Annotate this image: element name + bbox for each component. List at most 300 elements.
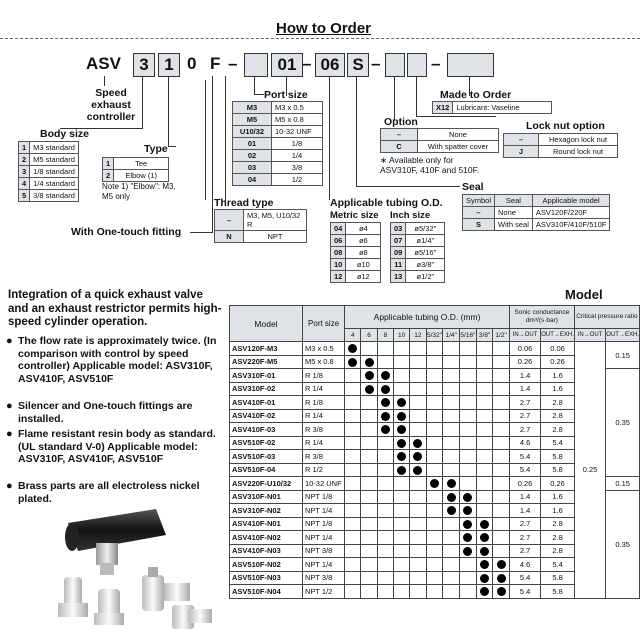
sonic-in-out: 2.7 (509, 423, 540, 437)
port-size-cell: NPT 1/8 (302, 490, 344, 504)
model-number: ASV510F-N03 (230, 571, 303, 585)
tubing-cell (377, 517, 393, 531)
sonic-out-exh: 2.8 (541, 396, 575, 410)
model-number: ASV510F-04 (230, 463, 303, 477)
sonic-in-out: 1.4 (509, 369, 540, 383)
model-number: ASV410F-N01 (230, 517, 303, 531)
port-size-cell: R 1/4 (302, 382, 344, 396)
tubing-cell (410, 382, 426, 396)
tubing-cell (345, 558, 361, 572)
tubing-cell (476, 436, 493, 450)
tubing-cell (394, 463, 410, 477)
tubing-cell (459, 517, 476, 531)
model-number: ASV310F-N02 (230, 504, 303, 518)
tubing-cell (443, 369, 460, 383)
tubing-cell (410, 477, 426, 491)
tubing-cell (459, 490, 476, 504)
tubing-cell (443, 490, 460, 504)
available-dot-icon (381, 412, 390, 421)
available-dot-icon (447, 506, 456, 515)
sonic-in-out: 2.7 (509, 396, 540, 410)
tubing-cell (377, 490, 393, 504)
tubing-cell (410, 355, 426, 369)
tubing-size-header: 10 (394, 329, 410, 342)
tubing-cell (476, 517, 493, 531)
tubing-cell (361, 369, 377, 383)
model-title: Model (565, 287, 603, 302)
intro-text: Integration of a quick exhaust valve and an exhaust restrictor permits high-speed cylinder operation. (8, 289, 222, 328)
available-dot-icon (397, 452, 406, 461)
tubing-cell (426, 382, 443, 396)
tubing-cell (426, 504, 443, 518)
tubing-cell (493, 463, 510, 477)
tubing-cell (377, 531, 393, 545)
available-dot-icon (463, 506, 472, 515)
tubing-cell (493, 571, 510, 585)
tubing-cell (426, 558, 443, 572)
tubing-cell (394, 477, 410, 491)
tubing-cell (493, 531, 510, 545)
tubing-cell (394, 342, 410, 356)
tubing-cell (345, 369, 361, 383)
type-table: 1 Tee 2 Elbow (1) (102, 157, 169, 182)
model-number: ASV310F-N01 (230, 490, 303, 504)
tubing-cell (459, 396, 476, 410)
tubing-cell (426, 409, 443, 423)
port-size-cell: R 1/2 (302, 463, 344, 477)
tubing-cell (361, 342, 377, 356)
sonic-out-exh: 5.4 (541, 436, 575, 450)
bullet-icon: ● (6, 400, 13, 412)
tubing-cell (459, 355, 476, 369)
tubing-cell (345, 531, 361, 545)
tubing-size-header: 1/4" (443, 329, 460, 342)
sonic-out-exh: 2.8 (541, 544, 575, 558)
port-size-cell: R 1/4 (302, 436, 344, 450)
tubing-cell (493, 585, 510, 599)
tubing-cell (443, 450, 460, 464)
port-size-cell: NPT 1/4 (302, 504, 344, 518)
tubing-label: Applicable tubing O.D. (330, 197, 443, 209)
table-row (230, 342, 640, 356)
tubing-cell (476, 585, 493, 599)
tubing-cell (443, 504, 460, 518)
feature-bullet: Brass parts are all electroless nickel plated. (18, 480, 200, 505)
flow-direction-header: OUT→EXH. (541, 329, 575, 342)
tubing-size-header: 5/16" (459, 329, 476, 342)
sonic-in-out: 0.26 (509, 355, 540, 369)
tubing-cell (345, 571, 361, 585)
critical-ratio-out: 0.15 (606, 477, 640, 491)
port-size-cell: 10-32 UNF (302, 477, 344, 491)
tubing-cell (377, 369, 393, 383)
code-locknut-slot (407, 53, 427, 77)
tubing-cell (410, 585, 426, 599)
tubing-cell (426, 342, 443, 356)
tubing-cell (459, 477, 476, 491)
tubing-cell (459, 571, 476, 585)
available-dot-icon (463, 520, 472, 529)
model-number: ASV410F-03 (230, 423, 303, 437)
tubing-cell (361, 355, 377, 369)
tubing-cell (476, 409, 493, 423)
tubing-cell (345, 382, 361, 396)
tubing-cell (493, 396, 510, 410)
tubing-cell (410, 558, 426, 572)
feature-bullet: Flame resistant resin body as standard. (UL standard V-0) Applicable model: ASV310F, ASV410F, ASV510F (18, 428, 216, 465)
tubing-cell (493, 450, 510, 464)
available-dot-icon (365, 371, 374, 380)
type-label: Type (144, 143, 168, 155)
tubing-cell (443, 396, 460, 410)
tubing-cell (394, 531, 410, 545)
locknut-table: – Hexagon lock nut J Round lock nut (503, 133, 618, 158)
sonic-out-exh: 2.8 (541, 409, 575, 423)
tubing-cell (459, 585, 476, 599)
sonic-in-out: 1.4 (509, 504, 540, 518)
tubing-cell (410, 517, 426, 531)
model-number: ASV120F-M3 (230, 342, 303, 356)
tubing-cell (476, 544, 493, 558)
tubing-cell (459, 423, 476, 437)
available-dot-icon (348, 358, 357, 367)
feature-bullet: Silencer and One-touch fittings are installed. (18, 400, 193, 425)
code-f: F (210, 54, 221, 73)
tubing-cell (459, 504, 476, 518)
code-thread-slot (244, 53, 268, 77)
sonic-in-out: 1.4 (509, 382, 540, 396)
tubing-cell (410, 450, 426, 464)
tubing-cell (345, 342, 361, 356)
tubing-cell (426, 450, 443, 464)
tubing-cell (459, 342, 476, 356)
model-number: ASV410F-02 (230, 409, 303, 423)
tubing-cell (443, 355, 460, 369)
sonic-out-exh: 5.8 (541, 450, 575, 464)
code-tubing: 06 (315, 53, 345, 77)
option-label: Option (384, 116, 418, 128)
tubing-cell (493, 504, 510, 518)
tubing-cell (377, 504, 393, 518)
tubing-cell (426, 477, 443, 491)
tubing-cell (493, 558, 510, 572)
port-size-cell: NPT 1/2 (302, 585, 344, 599)
mto-table: X12 Lubricant: Vaseline (432, 101, 552, 114)
tubing-cell (394, 504, 410, 518)
tubing-cell (377, 450, 393, 464)
tubing-cell (476, 571, 493, 585)
sonic-in-out: 4.6 (509, 436, 540, 450)
tubing-cell (426, 355, 443, 369)
tubing-cell (410, 409, 426, 423)
available-dot-icon (480, 574, 489, 583)
sonic-in-out: 5.4 (509, 585, 540, 599)
model-number: ASV220F-M5 (230, 355, 303, 369)
sonic-in-out: 2.7 (509, 517, 540, 531)
bullet-icon: ● (6, 428, 13, 440)
option-note: ∗ Available only for ASV310F, 410F and 510F. (380, 155, 480, 175)
tubing-cell (410, 369, 426, 383)
code-option-slot (385, 53, 405, 77)
tubing-cell (410, 463, 426, 477)
sonic-out-exh: 5.8 (541, 571, 575, 585)
available-dot-icon (397, 439, 406, 448)
tubing-cell (426, 463, 443, 477)
tubing-cell (345, 423, 361, 437)
flow-direction-header: IN→OUT (509, 329, 540, 342)
tubing-cell (377, 382, 393, 396)
tubing-cell (476, 382, 493, 396)
tubing-cell (377, 585, 393, 599)
tubing-cell (345, 396, 361, 410)
available-dot-icon (381, 398, 390, 407)
model-number: ASV410F-N02 (230, 531, 303, 545)
code-type: 1 (158, 53, 180, 77)
tubing-cell (426, 585, 443, 599)
port-size-cell: NPT 3/8 (302, 544, 344, 558)
sonic-in-out: 2.7 (509, 409, 540, 423)
tubing-cell (345, 436, 361, 450)
tubing-cell (443, 585, 460, 599)
port-size-cell: R 3/8 (302, 450, 344, 464)
tubing-cell (476, 450, 493, 464)
sonic-in-out: 0.26 (509, 477, 540, 491)
sonic-out-exh: 0.26 (541, 477, 575, 491)
inch-table: 03 ø5/32" 07 ø1/4" 09 ø5/16" 11 ø3/8" 13 ø1/2" (390, 222, 445, 283)
tubing-cell (410, 490, 426, 504)
code-prefix: ASV (86, 54, 121, 73)
tubing-size-header: 12 (410, 329, 426, 342)
available-dot-icon (463, 547, 472, 556)
sonic-in-out: 2.7 (509, 531, 540, 545)
available-dot-icon (480, 520, 489, 529)
critical-ratio-out: 0.15 (606, 342, 640, 369)
tubing-cell (377, 544, 393, 558)
tubing-cell (410, 396, 426, 410)
tubing-cell (443, 517, 460, 531)
tubing-cell (377, 477, 393, 491)
sonic-out-exh: 0.06 (541, 342, 575, 356)
speed-exhaust-label: Speed exhaust controller (86, 87, 136, 123)
tubing-cell (476, 342, 493, 356)
tubing-cell (377, 409, 393, 423)
tubing-cell (394, 558, 410, 572)
available-dot-icon (480, 547, 489, 556)
tubing-cell (377, 342, 393, 356)
code-mto-slot (447, 53, 494, 77)
product-photo (38, 505, 228, 635)
inch-label: Inch size (390, 210, 431, 221)
port-size-label: Port size (264, 89, 308, 101)
tubing-cell (394, 490, 410, 504)
tubing-size-header: 4 (345, 329, 361, 342)
port-size-cell: NPT 1/4 (302, 558, 344, 572)
available-dot-icon (397, 466, 406, 475)
tubing-cell (443, 531, 460, 545)
tubing-cell (394, 544, 410, 558)
tubing-cell (476, 423, 493, 437)
tubing-cell (361, 409, 377, 423)
sonic-out-exh: 1.6 (541, 382, 575, 396)
header-rule (0, 38, 640, 39)
tubing-cell (361, 382, 377, 396)
tubing-cell (361, 436, 377, 450)
tubing-cell (394, 571, 410, 585)
sonic-out-exh: 1.6 (541, 490, 575, 504)
tubing-size-header: 5/32" (426, 329, 443, 342)
available-dot-icon (463, 533, 472, 542)
sonic-in-out: 0.06 (509, 342, 540, 356)
tubing-cell (361, 544, 377, 558)
sonic-in-out: 4.6 (509, 558, 540, 572)
tubing-cell (361, 571, 377, 585)
tubing-cell (361, 490, 377, 504)
bullet-icon: ● (6, 335, 13, 347)
tubing-cell (394, 382, 410, 396)
critical-ratio-out: 0.35 (606, 490, 640, 598)
flow-direction-header: OUT→EXH. (606, 329, 640, 342)
tubing-cell (493, 382, 510, 396)
model-number: ASV510F-03 (230, 450, 303, 464)
tubing-cell (493, 436, 510, 450)
tubing-cell (476, 463, 493, 477)
tubing-cell (361, 450, 377, 464)
tubing-size-header: 1/2" (493, 329, 510, 342)
model-number: ASV310F-01 (230, 369, 303, 383)
available-dot-icon (447, 479, 456, 488)
tubing-cell (361, 531, 377, 545)
tubing-cell (345, 490, 361, 504)
tubing-cell (476, 477, 493, 491)
model-number: ASV410F-01 (230, 396, 303, 410)
sonic-out-exh: 5.8 (541, 585, 575, 599)
sonic-out-exh: 1.6 (541, 369, 575, 383)
available-dot-icon (480, 587, 489, 596)
tubing-cell (361, 504, 377, 518)
tubing-cell (443, 544, 460, 558)
tubing-cell (476, 490, 493, 504)
tubing-cell (394, 423, 410, 437)
tubing-size-header: 3/8" (476, 329, 493, 342)
available-dot-icon (463, 493, 472, 502)
tubing-cell (476, 504, 493, 518)
tubing-cell (361, 396, 377, 410)
model-number: ASV310F-02 (230, 382, 303, 396)
tubing-cell (394, 585, 410, 599)
available-dot-icon (430, 479, 439, 488)
port-size-cell: R 1/8 (302, 396, 344, 410)
sonic-out-exh: 2.8 (541, 423, 575, 437)
tubing-cell (443, 423, 460, 437)
tubing-cell (394, 355, 410, 369)
tubing-cell (493, 490, 510, 504)
port-size-cell: NPT 1/8 (302, 517, 344, 531)
tubing-cell (493, 409, 510, 423)
tubing-cell (377, 558, 393, 572)
tubing-cell (459, 558, 476, 572)
tubing-cell (459, 409, 476, 423)
metric-label: Metric size (330, 210, 379, 221)
tubing-cell (443, 409, 460, 423)
tubing-cell (410, 531, 426, 545)
tubing-cell (426, 517, 443, 531)
tubing-cell (361, 423, 377, 437)
tubing-cell (443, 342, 460, 356)
tubing-cell (361, 463, 377, 477)
available-dot-icon (397, 425, 406, 434)
sonic-out-exh: 1.6 (541, 504, 575, 518)
option-table: – None C With spatter cover (380, 128, 499, 153)
sonic-in-out: 2.7 (509, 544, 540, 558)
seal-table: Symbol Seal Applicable model – None ASV120F/220F S With seal ASV310F/410F/510F (462, 194, 610, 231)
locknut-label: Lock nut option (526, 120, 605, 132)
tubing-cell (410, 436, 426, 450)
critical-ratio-out: 0.35 (606, 369, 640, 477)
available-dot-icon (480, 533, 489, 542)
model-number: ASV220F-U10/32 (230, 477, 303, 491)
tubing-cell (345, 409, 361, 423)
available-dot-icon (348, 344, 357, 353)
port-size-cell: NPT 1/4 (302, 531, 344, 545)
tubing-cell (361, 477, 377, 491)
tubing-cell (345, 463, 361, 477)
tubing-cell (426, 490, 443, 504)
tubing-cell (426, 436, 443, 450)
tubing-cell (394, 517, 410, 531)
tubing-cell (426, 423, 443, 437)
tubing-cell (493, 477, 510, 491)
available-dot-icon (447, 493, 456, 502)
tubing-cell (443, 382, 460, 396)
tubing-cell (426, 396, 443, 410)
tubing-cell (345, 355, 361, 369)
available-dot-icon (381, 385, 390, 394)
tubing-cell (426, 531, 443, 545)
tubing-cell (493, 369, 510, 383)
tubing-cell (459, 369, 476, 383)
tubing-cell (476, 531, 493, 545)
available-dot-icon (365, 358, 374, 367)
metric-table: 04 ø4 06 ø6 08 ø8 10 ø10 12 ø12 (330, 222, 381, 283)
port-size-cell: R 3/8 (302, 423, 344, 437)
model-number: ASV510F-N04 (230, 585, 303, 599)
code-zero: 0 (187, 54, 197, 73)
port-size-cell: NPT 3/8 (302, 571, 344, 585)
tubing-cell (377, 423, 393, 437)
tubing-cell (394, 409, 410, 423)
code-dash: – (302, 54, 312, 73)
bullet-icon: ● (6, 480, 13, 492)
tubing-cell (493, 517, 510, 531)
tubing-cell (394, 396, 410, 410)
tubing-cell (377, 355, 393, 369)
tubing-cell (459, 531, 476, 545)
mto-label: Made to Order (440, 89, 512, 101)
tubing-cell (394, 369, 410, 383)
tubing-cell (459, 544, 476, 558)
body-size-table: 1 M3 standard 2 M5 standard 3 1/8 standard 4 1/4 standard 5 3/8 standard (18, 141, 79, 202)
tubing-cell (426, 544, 443, 558)
available-dot-icon (381, 371, 390, 380)
tubing-cell (443, 558, 460, 572)
sonic-in-out: 1.4 (509, 490, 540, 504)
model-number: ASV510F-N02 (230, 558, 303, 572)
model-table: Model Port size Applicable tubing O.D. (mm) Sonic conductance dm³/(s·bar) Critical pressure ratio 4 6 8 10 12 5/32" 1/4" 5/16" 3/8" 1/2" IN→OUT OUT→EXH. IN→OUT OUT→EXH. ASV120F-M3 M3 x 0.5 0.06 0.06 0.25 0.15 ASV220F-M5 M5 x 0.8 0.26 0.26 ASV310F-01 R 1/8 1.4 1.6 0.35 ASV310F-02 R 1/4 1.4 1.6 ASV410F-01 R 1/8 2.7 2.8 ASV410F-02 R 1/4 2.7 2.8 ASV410F-03 R 3/8 2.7 2.8 ASV510F-02 R 1/4 4.6 5.4 ASV510F-03 R 3/8 5.4 5.8 ASV510F-04 R 1/2 5.4 5.8 ASV220F-U10/32 10-32 UNF 0.26 0.26 0.15 ASV310F-N01 NPT 1/8 1.4 1.6 0.35 ASV310F-N02 NPT 1/4 1.4 1.6 ASV410F-N01 NPT 1/8 2.7 2.8 ASV410F-N02 NPT 1/4 2.7 2.8 ASV410F-N03 NPT 3/8 2.7 2.8 ASV510F-N02 NPT 1/4 4.6 5.4 ASV510F-N03 NPT 3/8 5.4 5.8 ASV510F-N04 NPT 1/2 5.4 5.8 (229, 305, 640, 599)
tubing-cell (361, 517, 377, 531)
tubing-cell (493, 355, 510, 369)
sonic-out-exh: 2.8 (541, 531, 575, 545)
available-dot-icon (497, 560, 506, 569)
